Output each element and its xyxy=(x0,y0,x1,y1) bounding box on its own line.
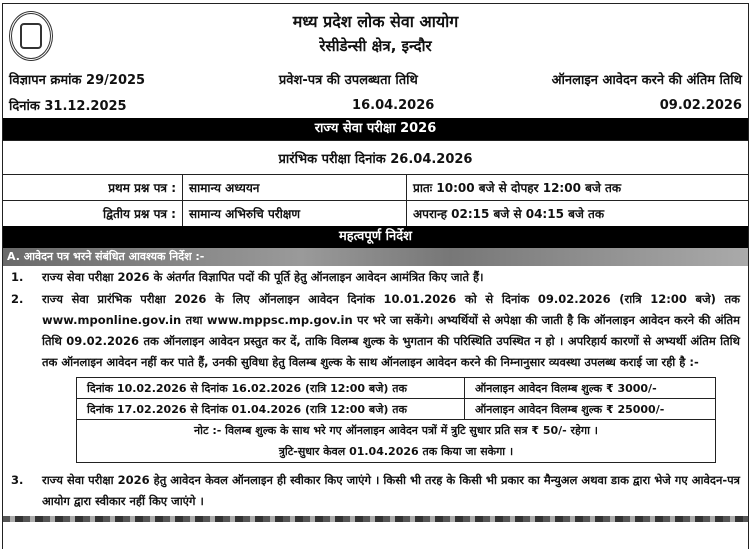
mppsc-emblem-logo xyxy=(9,11,53,61)
item-number: 3. xyxy=(11,473,24,487)
paper-label: प्रथम प्रश्न पत्र : xyxy=(3,175,183,200)
item-number: 1. xyxy=(11,270,24,284)
fee-period: दिनांक 17.02.2026 से दिनांक 01.04.2026 (रात्रि 12:00 बजे) तक xyxy=(77,399,465,419)
instruction-item xyxy=(3,288,748,373)
instruction-item xyxy=(3,469,748,512)
last-date: 09.02.2026 xyxy=(659,97,742,113)
late-fee-table xyxy=(76,377,716,463)
instruction-item xyxy=(3,266,748,288)
scan-noise-strip xyxy=(3,516,748,522)
late-fee-row xyxy=(77,399,715,420)
last-date-label: ऑनलाइन आवेदन करने की अंतिम तिथि xyxy=(551,73,742,88)
exam-title-bar: राज्य सेवा परीक्षा 2026 xyxy=(3,118,748,140)
item-number: 2. xyxy=(11,292,24,306)
paper-row-1 xyxy=(3,174,748,200)
section-a-heading: A. आवेदन पत्र भरने संबंधित आवश्यक निर्देश :- xyxy=(3,248,748,266)
notice-frame xyxy=(2,3,749,549)
paper-time: अपरान्ह 02:15 बजे से 04:15 बजे तक xyxy=(413,207,605,221)
item-text: राज्य सेवा प्रारंभिक परीक्षा 2026 के लिए ऑनलाइन आवेदन दिनांक 10.01.2026 को से दिनांक 09.02.2026 (रात्रि 12:00 बजे) तक www.mponline.gov.in तथा www.mppsc.mp.gov.in पर भरे जा सकेंगे। अभ्यर्थियों से अपेक्षा की जाती है कि ऑनलाइन आवेदन करने की अंतिम तिथि 09.02.2026 तक ऑनलाइन आवेदन प्रस्तुत कर दें, ताकि विलम्ब शुल्क के भुगतान की परिस्थिति उपस्थित न हो । अपरिहार्य कारणों से अभ्यर्थी अंतिम तिथि तक ऑनलाइन आवेदन नहीं कर पाते हैं, उनकी सुविधा हेतु विलम्ब शुल्क के साथ ऑनलाइन आवेदन करने की निम्नानुसार व्यवस्था उपलब्ध कराई जा रही है :- xyxy=(42,292,740,369)
header-labels-row xyxy=(3,66,748,92)
paper-subject: सामान्य अध्ययन xyxy=(183,175,407,200)
item-text: राज्य सेवा परीक्षा 2026 हेतु आवेदन केवल ऑनलाइन ही स्वीकार किए जाएंगे । किसी भी तरह के किसी भी प्रकार का मैन्युअल अथवा डाक द्वारा भेजे गए आवेदन-पत्र आयोग द्वारा स्वीकार नहीं किए जाएंगे । xyxy=(42,473,740,508)
ad-date: दिनांक 31.12.2025 xyxy=(9,99,127,114)
late-fee-row xyxy=(77,378,715,399)
fee-period: दिनांक 10.02.2026 से दिनांक 16.02.2026 (रात्रि 12:00 बजे) तक xyxy=(77,378,465,398)
correction-note: त्रुटि-सुधार केवल 01.04.2026 तक किया जा सकेगा । xyxy=(278,445,514,458)
fee-amount: ऑनलाइन आवेदन विलम्ब शुल्क ₹ 25000/- xyxy=(475,402,665,416)
paper-row-2 xyxy=(3,200,748,226)
header-dates-row xyxy=(3,92,748,118)
paper-subject: सामान्य अभिरुचि परीक्षण xyxy=(183,201,407,226)
org-address: रेसीडेन्सी क्षेत्र, इन्दौर xyxy=(319,37,432,55)
paper-label: द्वितीय प्रश्न पत्र : xyxy=(3,201,183,226)
late-fee-note: नोट :- विलम्ब शुल्क के साथ भरे गए ऑनलाइन आवेदन पत्रों में त्रुटि सुधार प्रति सत्र ₹ 50/- रहेगा । xyxy=(194,424,598,437)
org-name: मध्य प्रदेश लोक सेवा आयोग xyxy=(292,12,459,31)
ad-number: विज्ञापन क्रमांक 29/2025 xyxy=(9,73,146,88)
item-text: राज्य सेवा परीक्षा 2026 के अंतर्गत विज्ञापित पदों की पूर्ति हेतु ऑनलाइन आवेदन आमंत्रित किए जाते हैं। xyxy=(42,270,484,284)
instructions-heading: महत्वपूर्ण निर्देश xyxy=(3,226,748,248)
admit-card-date: 16.04.2026 xyxy=(352,97,435,113)
paper-time: प्रातः 10:00 बजे से दोपहर 12:00 बजे तक xyxy=(413,181,622,195)
fee-amount: ऑनलाइन आवेदन विलम्ब शुल्क ₹ 3000/- xyxy=(475,381,657,395)
admit-card-label: प्रवेश-पत्र की उपलब्धता तिथि xyxy=(278,73,418,88)
prelim-date: प्रारंभिक परीक्षा दिनांक 26.04.2026 xyxy=(3,140,748,174)
